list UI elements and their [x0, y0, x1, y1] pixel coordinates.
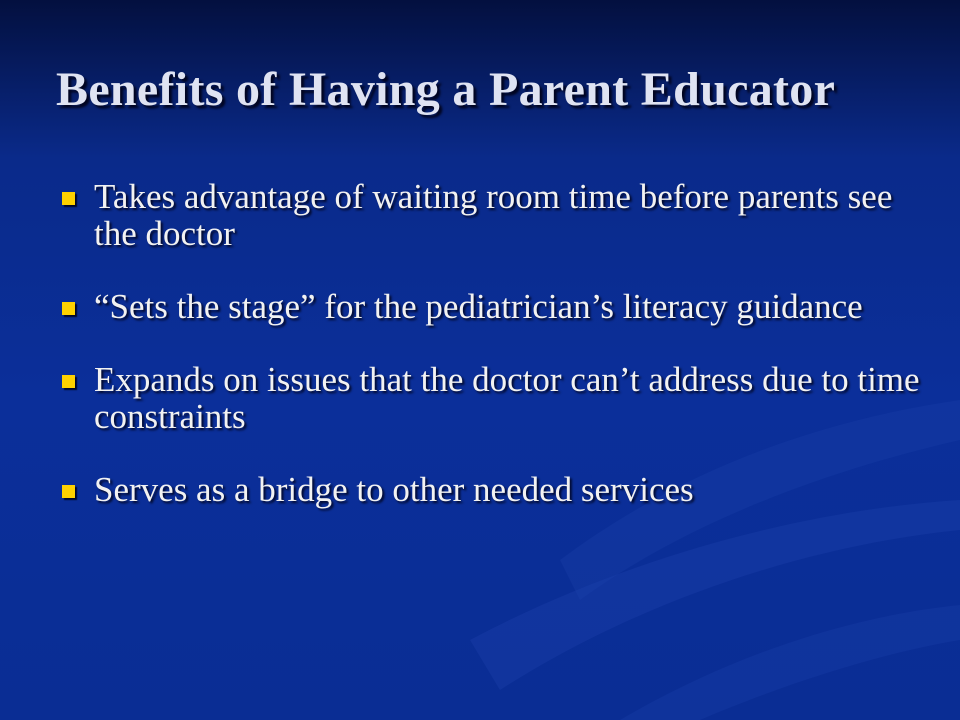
slide-title: Benefits of Having a Parent Educator — [56, 63, 836, 116]
bullet-item — [60, 288, 920, 325]
square-bullet-icon — [62, 302, 75, 315]
bullet-text: Takes advantage of waiting room time before parents see the doctor — [94, 177, 893, 253]
bullet-item — [60, 361, 920, 435]
square-bullet-icon — [62, 485, 75, 498]
bullet-list — [60, 178, 920, 544]
swoosh-band-lower — [620, 605, 960, 720]
square-bullet-icon — [62, 192, 75, 205]
bullet-text: “Sets the stage” for the pediatrician’s literacy guidance — [94, 287, 863, 326]
bullet-item — [60, 471, 920, 508]
bullet-item — [60, 178, 920, 252]
square-bullet-icon — [62, 375, 75, 388]
bullet-text: Serves as a bridge to other needed services — [94, 470, 694, 509]
bullet-text: Expands on issues that the doctor can’t address due to time constraints — [94, 360, 920, 436]
